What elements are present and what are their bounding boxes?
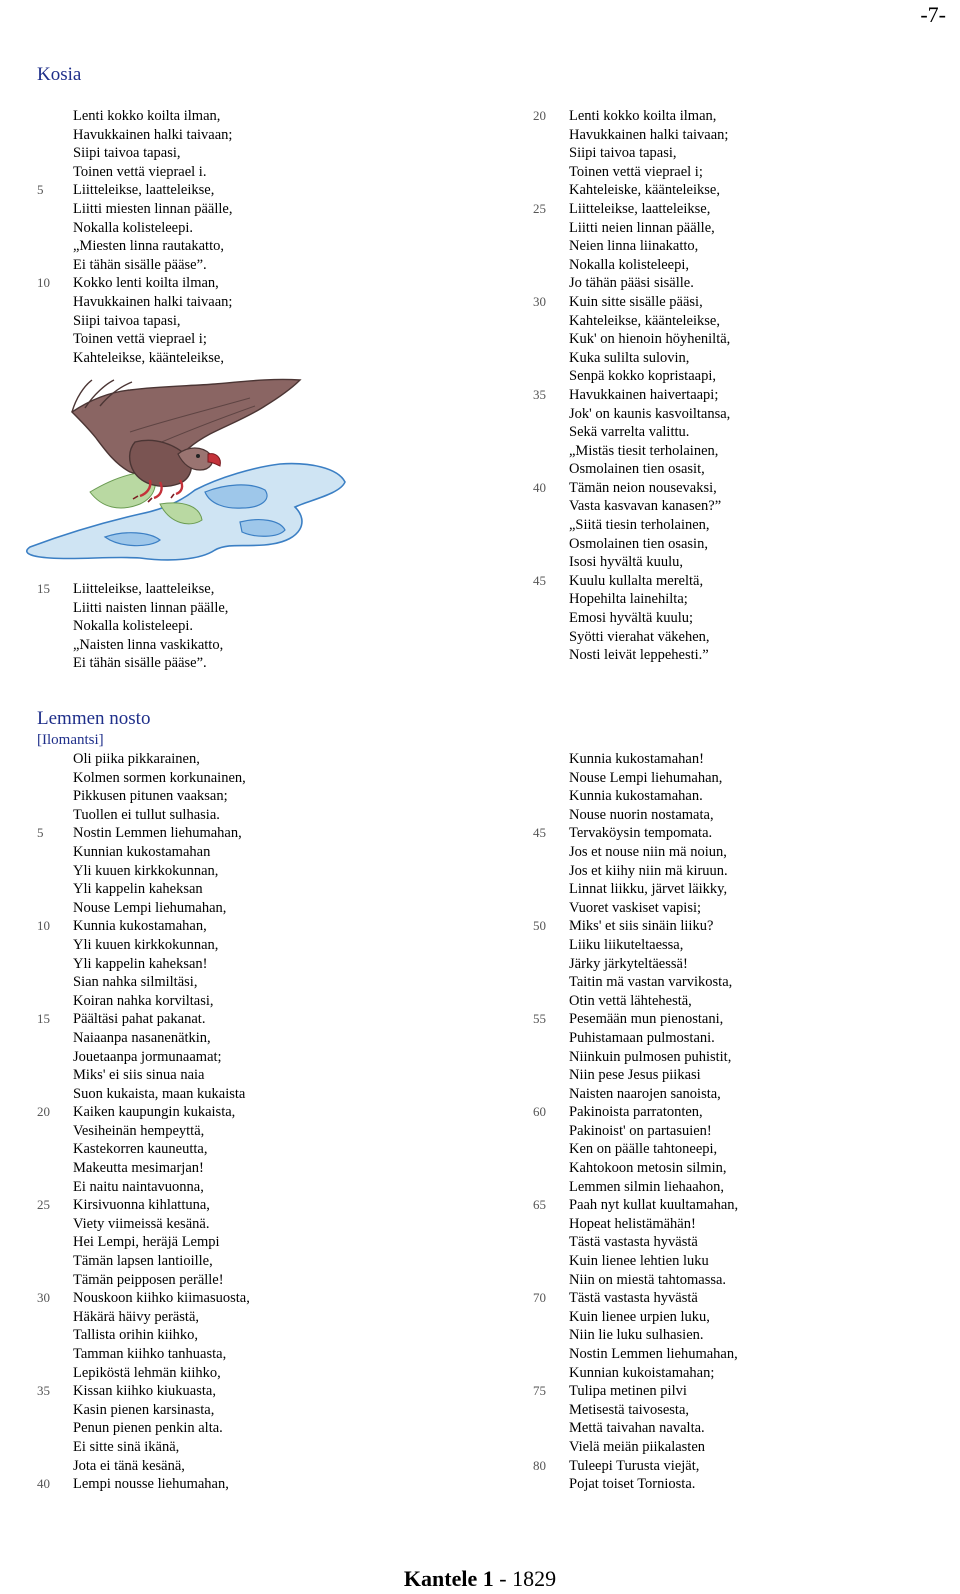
line-text: Nouse Lempi liehumahan, — [569, 769, 723, 786]
line-text: Kahteleiske, käänteleikse, — [569, 182, 720, 199]
poem-line — [37, 1382, 250, 1401]
line-text: „Naisten linna vaskikatto, — [73, 636, 224, 653]
line-text: Nostin Lemmen liehumahan, — [569, 1346, 738, 1362]
poem-line — [569, 497, 730, 516]
line-text: Osmolainen tien osasit, — [569, 461, 705, 478]
poem-line — [73, 1048, 250, 1067]
poem-line — [73, 769, 250, 788]
poem-line — [569, 955, 738, 974]
poem-line — [73, 1364, 250, 1383]
poem-line — [569, 1419, 738, 1438]
poem-line — [569, 1401, 738, 1420]
line-number: 45 — [533, 572, 546, 588]
line-text: Liitteleikse, laatteleikse, — [73, 581, 215, 597]
poem-line — [73, 163, 232, 182]
poem-line — [73, 1178, 250, 1197]
poem-line — [73, 1085, 250, 1104]
line-text: Kuka sulilta sulovin, — [569, 349, 690, 366]
line-text: Oli piika pikkarainen, — [73, 751, 200, 767]
poem-line — [569, 330, 730, 349]
poem-line — [533, 824, 738, 843]
line-text: Yli kappelin kaheksan! — [73, 955, 208, 972]
poem-line — [73, 617, 228, 636]
poem-line — [569, 312, 730, 331]
poem-line — [37, 824, 250, 843]
line-text: Yli kuuen kirkkokunnan, — [73, 862, 219, 879]
poem-line — [73, 1252, 250, 1271]
poem-line — [73, 1029, 250, 1048]
line-text: Jo tähän pääsi sisälle. — [569, 275, 694, 292]
line-text: Nouskoon kiihko kiimasuosta, — [73, 1290, 250, 1307]
line-text: Kuk' on hienoin höyheniltä, — [569, 331, 731, 348]
line-text: Yli kuuen kirkkokunnan, — [73, 936, 219, 953]
poem-line — [533, 386, 730, 405]
line-text: Kastekorren kauneutta, — [73, 1141, 208, 1158]
line-text: Havukkainen halki taivaan; — [73, 126, 233, 143]
poem-line — [569, 1178, 738, 1197]
line-text: Nouse Lempi liehumahan, — [73, 899, 227, 916]
line-number: 20 — [37, 1104, 50, 1120]
line-text: Vuoret vaskiset vapisi; — [569, 899, 702, 916]
poem-line — [533, 1103, 738, 1122]
line-text: Ei tähän sisälle pääse”. — [73, 655, 207, 672]
poem-line — [73, 1326, 250, 1345]
line-text: Kirsivuonna kihlattuna, — [73, 1197, 210, 1214]
line-text: Lenti kokko koilta ilman, — [73, 108, 221, 124]
line-text: Toinen vettä vieprael i. — [73, 163, 207, 180]
line-text: Järky järkyteltäessä! — [569, 955, 688, 972]
line-number: 10 — [37, 275, 50, 291]
line-number: 40 — [533, 479, 546, 495]
poem-line — [73, 237, 232, 256]
poem-line — [73, 1159, 250, 1178]
poem-line — [73, 806, 250, 825]
poem-line — [569, 181, 730, 200]
line-text: Häkärä häivy perästä, — [73, 1308, 200, 1325]
poem-line — [37, 580, 228, 599]
poem-line — [533, 1196, 739, 1215]
line-text: Kaiken kaupungin kukaista, — [73, 1104, 236, 1121]
poem-line — [569, 144, 730, 163]
line-text: Jos et nouse niin mä noiun, — [569, 843, 727, 860]
poem-line — [569, 1085, 738, 1104]
poem-line — [37, 917, 250, 936]
line-text: Yli kappelin kaheksan — [73, 881, 203, 898]
line-text: Miks' ei siis sinua naia — [73, 1067, 205, 1084]
line-text: Pojat toiset Torniosta. — [569, 1476, 696, 1493]
line-text: Kahteleikse, käänteleikse, — [73, 349, 224, 366]
poem-line — [37, 274, 232, 293]
poem-line — [569, 1159, 738, 1178]
line-text: Liiku liikuteltaessa, — [569, 936, 684, 953]
poem-line — [533, 107, 730, 126]
poem-line — [569, 609, 730, 628]
poem-line — [533, 293, 730, 312]
line-text: Metisestä taivosesta, — [569, 1401, 690, 1418]
poem-line — [569, 442, 730, 461]
poem-line — [569, 460, 730, 479]
line-text: Nokalla kolisteleepi. — [73, 618, 193, 635]
poem-line — [569, 973, 738, 992]
poem-line — [569, 405, 730, 424]
poem-line — [569, 1475, 738, 1494]
line-text: Kunnia kukostamahan! — [569, 751, 704, 767]
line-text: Otin vettä lähtehestä, — [569, 992, 692, 1009]
line-number: 15 — [37, 581, 50, 596]
line-text: Kuin lienee lehtien luku — [569, 1253, 709, 1270]
poem-line — [569, 590, 730, 609]
poem-line — [569, 1252, 738, 1271]
line-number: 15 — [37, 1011, 50, 1027]
line-text: Makeutta mesimarjan! — [73, 1160, 204, 1177]
poem-line — [73, 599, 228, 618]
line-text: Tamman kiihko tanhuasta, — [73, 1346, 227, 1362]
line-text: Neien linna liinakatto, — [569, 238, 699, 255]
line-number: 50 — [533, 918, 546, 934]
eagle-illustration — [10, 372, 350, 586]
poem-line — [73, 936, 250, 955]
poem-line — [569, 899, 738, 918]
poem-line — [569, 1215, 738, 1234]
line-text: Koiran nahka korviltasi, — [73, 992, 214, 1009]
poem-line — [73, 992, 250, 1011]
poem-line — [37, 181, 232, 200]
poem-line — [73, 750, 250, 769]
line-text: Pesemään mun pienostani, — [569, 1011, 724, 1028]
line-text: Sian nahka silmiltäsi, — [73, 974, 198, 991]
line-text: Taitin mä vastan varvikosta, — [569, 974, 733, 991]
poem-line — [569, 256, 730, 275]
line-text: Penun pienen penkin alta. — [73, 1420, 223, 1437]
poem-line — [73, 1066, 250, 1085]
poem-line — [569, 535, 730, 554]
poem-line — [569, 1438, 738, 1457]
line-text: Toinen vettä vieprael i; — [73, 331, 207, 348]
poem-source: [Ilomantsi] — [37, 732, 104, 748]
line-number: 55 — [533, 1011, 546, 1027]
poem-line — [533, 1010, 738, 1029]
line-text: Vesiheinän hempeyttä, — [73, 1122, 205, 1139]
line-text: Jos et kiihy niin mä kiruun. — [569, 862, 728, 879]
poem-line — [73, 843, 250, 862]
poem-line — [533, 479, 730, 498]
line-text: Viety viimeissä kesänä. — [73, 1215, 210, 1232]
line-number: 30 — [533, 293, 546, 309]
footer-title: Kantele 1 — [403, 1566, 494, 1591]
line-text: Toinen vettä vieprael i; — [569, 163, 703, 180]
line-text: Nostin Lemmen liehumahan, — [73, 825, 242, 842]
poem-line — [73, 219, 232, 238]
poem-line — [73, 1122, 250, 1141]
poem-line — [73, 256, 232, 275]
line-text: Pakinoist' on partasuien! — [569, 1122, 712, 1139]
footer-year: 1829 — [512, 1566, 557, 1591]
line-text: Niinkuin pulmosen puhistit, — [569, 1048, 732, 1065]
line-number: 65 — [533, 1197, 546, 1213]
line-text: Ken on päälle tahtoneepi, — [569, 1141, 718, 1158]
line-text: Tästä vastasta hyvästä — [569, 1234, 698, 1251]
line-number: 5 — [37, 825, 44, 841]
line-number: 25 — [37, 1197, 50, 1213]
poem-line — [73, 200, 232, 219]
poem-line — [73, 1438, 250, 1457]
poem-line — [533, 200, 730, 219]
poem-line — [73, 1271, 250, 1290]
line-text: Jouetaanpa jormunaamat; — [73, 1048, 222, 1065]
line-text: Jota ei tänä kesänä, — [73, 1457, 185, 1474]
poem-line — [569, 349, 730, 368]
poem-line — [73, 293, 232, 312]
line-text: Liitteleikse, laatteleikse, — [73, 182, 215, 199]
poem-line — [73, 1233, 250, 1252]
line-text: Lempi nousse liehumahan, — [73, 1476, 229, 1493]
line-text: Vasta kasvavan kanasen?” — [569, 498, 722, 515]
line-text: Lenti kokko koilta ilman, — [569, 108, 717, 124]
lemmen-column-2 — [533, 750, 739, 1494]
line-number: 60 — [533, 1104, 546, 1120]
line-text: Liitti miesten linnan päälle, — [73, 200, 233, 217]
line-text: Ei naitu naintavuonna, — [73, 1178, 204, 1195]
line-text: Kolmen sormen korkunainen, — [73, 769, 246, 786]
line-text: Naisten naarojen sanoista, — [569, 1085, 721, 1102]
poem-line — [37, 1289, 250, 1308]
line-number: 10 — [37, 918, 50, 934]
line-number: 45 — [533, 825, 546, 841]
line-number: 30 — [37, 1290, 50, 1306]
line-text: Sekä varrelta valittu. — [569, 424, 690, 441]
poem-line — [73, 144, 232, 163]
line-text: Tämän lapsen lantioille, — [73, 1253, 213, 1270]
line-text: Kuin lienee urpien luku, — [569, 1308, 710, 1325]
poem-line — [73, 1140, 250, 1159]
poem-line — [73, 787, 250, 806]
line-text: Hopehilta lainehilta; — [569, 591, 688, 608]
line-number: 35 — [37, 1383, 50, 1399]
line-text: Havukkainen halki taivaan; — [569, 126, 729, 143]
line-number: 35 — [533, 386, 546, 402]
poem-line — [569, 646, 730, 665]
poem-line — [569, 880, 738, 899]
line-text: Vielä meiän piikalasten — [569, 1438, 706, 1455]
line-text: Tämän peipposen perälle! — [73, 1271, 224, 1288]
poem-line — [533, 1457, 738, 1476]
kosia-column-2 — [533, 107, 731, 665]
poem-line — [533, 572, 730, 591]
lemmen-column-1 — [37, 750, 250, 1494]
poem-line — [569, 1271, 738, 1290]
line-text: Kokko lenti koilta ilman, — [73, 275, 219, 292]
line-text: Ei tähän sisälle pääse”. — [73, 256, 207, 273]
line-text: Kasin pienen karsinasta, — [73, 1401, 215, 1418]
line-number: 80 — [533, 1457, 546, 1473]
poem-line — [37, 1103, 250, 1122]
footer — [0, 1566, 960, 1592]
poem-line — [37, 1010, 250, 1029]
line-text: „Siitä tiesin terholainen, — [569, 517, 710, 534]
poem-line — [569, 750, 738, 769]
line-number: 25 — [533, 200, 546, 216]
line-text: Havukkainen haivertaapi; — [569, 386, 719, 403]
line-text: Linnat liikku, järvet läikky, — [569, 881, 728, 898]
poem-line — [73, 330, 232, 349]
line-text: Ei sitte sinä ikänä, — [73, 1438, 180, 1455]
line-text: Pakinoista parratonten, — [569, 1104, 703, 1121]
line-text: Tallista orihin kiihko, — [73, 1327, 199, 1344]
kosia-column-1a — [37, 107, 233, 367]
line-text: Tämän neion nousevaksi, — [569, 479, 717, 496]
poem-line — [569, 1345, 738, 1364]
poem-line — [73, 899, 250, 918]
line-text: Emosi hyvältä kuulu; — [569, 610, 694, 627]
line-text: Tervaköysin tempomata. — [569, 825, 713, 842]
poem-line — [569, 769, 738, 788]
line-text: Kunnian kukoistamahan; — [569, 1364, 715, 1381]
poem-title-kosia: Kosia — [37, 64, 82, 85]
poem-line — [37, 1196, 250, 1215]
line-text: Hei Lempi, heräjä Lempi — [73, 1234, 220, 1251]
line-text: Kahteleikse, käänteleikse, — [569, 312, 720, 329]
line-text: Kunnian kukostamahan — [73, 843, 211, 860]
poem-line — [569, 274, 730, 293]
line-text: Liitti neien linnan päälle, — [569, 219, 715, 236]
line-text: Havukkainen halki taivaan; — [73, 293, 233, 310]
line-text: Siipi taivoa tapasi, — [73, 312, 181, 329]
line-text: Kissan kiihko kiukuasta, — [73, 1383, 216, 1400]
footer-separator: - — [493, 1566, 513, 1591]
line-text: Nouse nuorin nostamata, — [569, 806, 714, 823]
line-number: 40 — [37, 1476, 50, 1492]
poem-line — [73, 349, 232, 368]
poem-line — [569, 936, 738, 955]
line-text: Miks' et siis sinäin liiku? — [569, 918, 714, 935]
poem-line — [73, 654, 228, 673]
line-text: Suon kukaista, maan kukaista — [73, 1085, 246, 1102]
poem-line — [569, 163, 730, 182]
poem-line — [73, 973, 250, 992]
poem-line — [569, 1308, 738, 1327]
line-text: Nokalla kolisteleepi. — [73, 219, 193, 236]
line-text: Liitti naisten linnan päälle, — [73, 599, 229, 616]
poem-line — [73, 955, 250, 974]
line-text: Kunnia kukostamahan, — [73, 918, 207, 935]
poem-line — [569, 219, 730, 238]
poem-line — [569, 806, 738, 825]
line-text: Niin pese Jesus piikasi — [569, 1067, 701, 1084]
line-text: Päältäsi pahat pakanat. — [73, 1011, 206, 1028]
poem-line — [73, 1419, 250, 1438]
line-text: „Miesten linna rautakatto, — [73, 238, 224, 255]
line-text: Lepiköstä lehmän kiihko, — [73, 1364, 221, 1381]
poem-line — [73, 1401, 250, 1420]
line-text: Kunnia kukostamahan. — [569, 788, 703, 805]
line-number: 20 — [533, 108, 546, 123]
poem-line — [569, 1048, 738, 1067]
line-text: Kuulu kullalta mereltä, — [569, 572, 704, 589]
poem-line — [569, 787, 738, 806]
poem-line — [569, 843, 738, 862]
poem-line — [569, 992, 738, 1011]
line-text: Niin lie luku sulhasien. — [569, 1327, 704, 1344]
poem-line — [73, 107, 232, 126]
line-text: Tulipa metinen pilvi — [569, 1383, 687, 1400]
line-text: Syötti vierahat väkehen, — [569, 628, 710, 645]
line-text: Liitteleikse, laatteleikse, — [569, 200, 711, 217]
line-text: Nosti leivät leppehesti.” — [569, 647, 709, 664]
poem-line — [37, 1475, 250, 1494]
line-text: Osmolainen tien osasin, — [569, 535, 708, 552]
kosia-column-1b — [37, 580, 229, 673]
line-text: Paah nyt kullat kuultamahan, — [569, 1197, 739, 1214]
poem-line — [569, 367, 730, 386]
poem-line — [569, 1364, 738, 1383]
poem-line — [569, 862, 738, 881]
poem-line — [569, 1122, 738, 1141]
poem-line — [73, 1215, 250, 1234]
line-text: Lemmen silmin liehaahon, — [569, 1178, 725, 1195]
line-text: Pikkusen pitunen vaaksan; — [73, 788, 228, 805]
line-text: Kahtokoon metosin silmin, — [569, 1160, 727, 1177]
line-text: „Mistäs tiesit terholainen, — [569, 442, 719, 459]
poem-line — [73, 312, 232, 331]
line-text: Isosi hyvältä kuulu, — [569, 554, 683, 571]
poem-line — [73, 880, 250, 899]
poem-line — [73, 1457, 250, 1476]
poem-line — [533, 1289, 738, 1308]
poem-line — [569, 1066, 738, 1085]
poem-line — [569, 1029, 738, 1048]
line-text: Naiaanpa nasanenätkin, — [73, 1029, 211, 1046]
poem-line — [569, 1233, 738, 1252]
poem-title-lemmen-nosto: Lemmen nosto — [37, 708, 151, 729]
line-text: Tästä vastasta hyvästä — [569, 1290, 698, 1307]
line-text: Siipi taivoa tapasi, — [569, 145, 677, 162]
poem-line — [533, 1382, 738, 1401]
line-text: Mettä taivahan navalta. — [569, 1420, 705, 1437]
poem-line — [73, 1308, 250, 1327]
page-number: -7- — [920, 2, 946, 27]
poem-line — [73, 126, 232, 145]
poem-line — [533, 917, 738, 936]
poem-line — [73, 1345, 250, 1364]
line-number: 5 — [37, 182, 44, 198]
poem-line — [569, 237, 730, 256]
poem-line — [569, 516, 730, 535]
line-text: Hopeat helistämähän! — [569, 1215, 696, 1232]
line-number: 70 — [533, 1290, 546, 1306]
poem-line — [73, 636, 228, 655]
line-text: Jok' on kaunis kasvoiltansa, — [569, 405, 731, 422]
line-text: Tuollen ei tullut sulhasia. — [73, 806, 220, 823]
poem-line — [569, 553, 730, 572]
poem-line — [569, 1140, 738, 1159]
poem-line — [569, 1326, 738, 1345]
line-text: Nokalla kolisteleepi, — [569, 256, 689, 273]
poem-line — [569, 126, 730, 145]
line-text: Senpä kokko kopristaapi, — [569, 368, 716, 385]
poem-line — [569, 628, 730, 647]
line-text: Siipi taivoa tapasi, — [73, 145, 181, 162]
line-text: Tuleepi Turusta viejät, — [569, 1457, 700, 1474]
line-text: Puhistamaan pulmostani. — [569, 1029, 715, 1046]
poem-line — [73, 862, 250, 881]
line-text: Kuin sitte sisälle pääsi, — [569, 293, 703, 310]
line-number: 75 — [533, 1383, 546, 1399]
line-text: Niin on miestä tahtomassa. — [569, 1271, 727, 1288]
poem-line — [569, 423, 730, 442]
